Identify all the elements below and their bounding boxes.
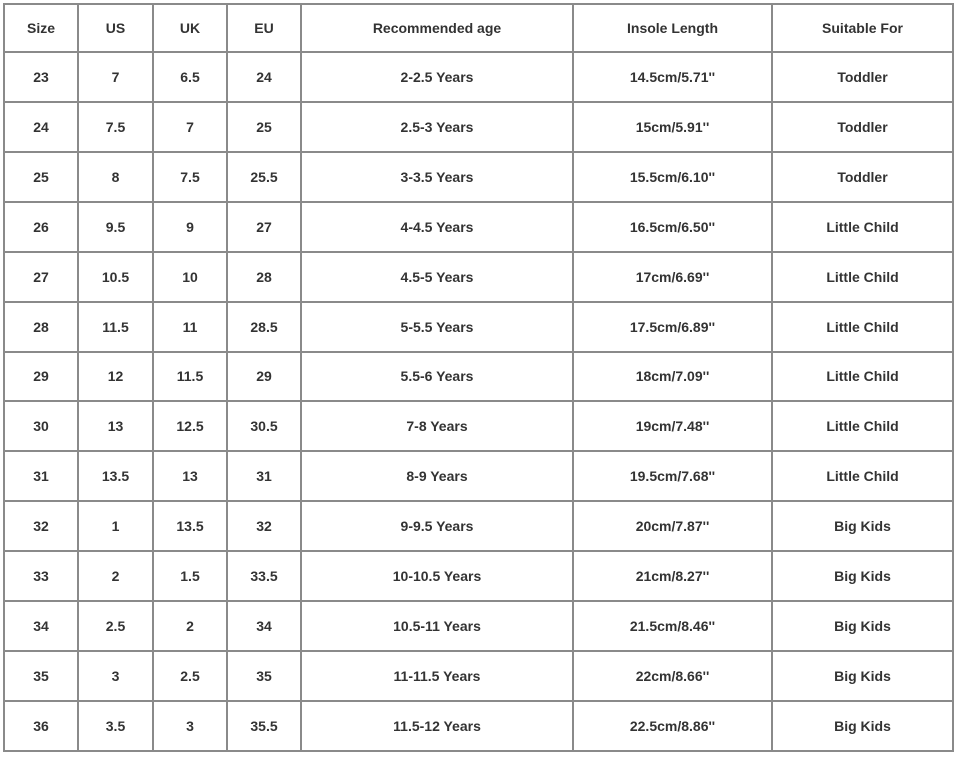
cell-uk: 7 — [153, 102, 227, 152]
cell-eu: 32 — [227, 501, 301, 551]
cell-recommended-age: 4.5-5 Years — [301, 252, 573, 302]
table-row — [4, 701, 953, 751]
cell-eu: 31 — [227, 451, 301, 501]
cell-size: 25 — [4, 152, 78, 202]
column-header-insole-length: Insole Length — [573, 4, 772, 52]
cell-suitable-for: Little Child — [772, 352, 953, 402]
cell-size: 27 — [4, 252, 78, 302]
cell-us: 13 — [78, 401, 153, 451]
table-row — [4, 52, 953, 102]
cell-us: 7.5 — [78, 102, 153, 152]
cell-uk: 9 — [153, 202, 227, 252]
cell-eu: 35 — [227, 651, 301, 701]
column-header-size: Size — [4, 4, 78, 52]
cell-eu: 29 — [227, 352, 301, 402]
cell-insole-length: 14.5cm/5.71'' — [573, 52, 772, 102]
cell-us: 13.5 — [78, 451, 153, 501]
cell-eu: 28 — [227, 252, 301, 302]
cell-recommended-age: 2.5-3 Years — [301, 102, 573, 152]
cell-us: 8 — [78, 152, 153, 202]
cell-recommended-age: 5-5.5 Years — [301, 302, 573, 352]
cell-recommended-age: 9-9.5 Years — [301, 501, 573, 551]
cell-us: 3 — [78, 651, 153, 701]
cell-uk: 2.5 — [153, 651, 227, 701]
cell-uk: 3 — [153, 701, 227, 751]
cell-eu: 33.5 — [227, 551, 301, 601]
cell-suitable-for: Big Kids — [772, 551, 953, 601]
cell-uk: 10 — [153, 252, 227, 302]
cell-recommended-age: 8-9 Years — [301, 451, 573, 501]
cell-eu: 30.5 — [227, 401, 301, 451]
table-body — [4, 52, 953, 751]
cell-size: 30 — [4, 401, 78, 451]
cell-suitable-for: Big Kids — [772, 501, 953, 551]
table-row — [4, 501, 953, 551]
cell-insole-length: 19cm/7.48'' — [573, 401, 772, 451]
cell-insole-length: 22cm/8.66'' — [573, 651, 772, 701]
cell-eu: 35.5 — [227, 701, 301, 751]
cell-insole-length: 19.5cm/7.68'' — [573, 451, 772, 501]
cell-insole-length: 20cm/7.87'' — [573, 501, 772, 551]
cell-uk: 6.5 — [153, 52, 227, 102]
table-row — [4, 202, 953, 252]
cell-size: 29 — [4, 352, 78, 402]
cell-insole-length: 17cm/6.69'' — [573, 252, 772, 302]
cell-insole-length: 18cm/7.09'' — [573, 352, 772, 402]
cell-insole-length: 15cm/5.91'' — [573, 102, 772, 152]
cell-suitable-for: Little Child — [772, 252, 953, 302]
table-header — [4, 4, 953, 52]
cell-suitable-for: Big Kids — [772, 601, 953, 651]
cell-us: 1 — [78, 501, 153, 551]
cell-us: 10.5 — [78, 252, 153, 302]
cell-recommended-age: 5.5-6 Years — [301, 352, 573, 402]
column-header-us: US — [78, 4, 153, 52]
cell-suitable-for: Toddler — [772, 102, 953, 152]
cell-recommended-age: 3-3.5 Years — [301, 152, 573, 202]
cell-insole-length: 16.5cm/6.50'' — [573, 202, 772, 252]
cell-recommended-age: 11.5-12 Years — [301, 701, 573, 751]
cell-uk: 1.5 — [153, 551, 227, 601]
cell-size: 24 — [4, 102, 78, 152]
header-row — [4, 4, 953, 52]
cell-uk: 12.5 — [153, 401, 227, 451]
cell-size: 28 — [4, 302, 78, 352]
cell-size: 35 — [4, 651, 78, 701]
cell-us: 9.5 — [78, 202, 153, 252]
cell-recommended-age: 10-10.5 Years — [301, 551, 573, 601]
table-row — [4, 401, 953, 451]
table-row — [4, 352, 953, 402]
cell-suitable-for: Big Kids — [772, 701, 953, 751]
cell-size: 34 — [4, 601, 78, 651]
cell-recommended-age: 2-2.5 Years — [301, 52, 573, 102]
cell-eu: 27 — [227, 202, 301, 252]
column-header-recommended-age: Recommended age — [301, 4, 573, 52]
cell-eu: 24 — [227, 52, 301, 102]
table-row — [4, 302, 953, 352]
table-row — [4, 252, 953, 302]
cell-us: 12 — [78, 352, 153, 402]
cell-recommended-age: 10.5-11 Years — [301, 601, 573, 651]
cell-us: 7 — [78, 52, 153, 102]
cell-size: 33 — [4, 551, 78, 601]
cell-insole-length: 15.5cm/6.10'' — [573, 152, 772, 202]
cell-uk: 7.5 — [153, 152, 227, 202]
table-row — [4, 551, 953, 601]
cell-eu: 34 — [227, 601, 301, 651]
cell-us: 2.5 — [78, 601, 153, 651]
cell-uk: 11 — [153, 302, 227, 352]
cell-size: 31 — [4, 451, 78, 501]
cell-insole-length: 21.5cm/8.46'' — [573, 601, 772, 651]
cell-suitable-for: Little Child — [772, 302, 953, 352]
cell-suitable-for: Little Child — [772, 202, 953, 252]
cell-size: 36 — [4, 701, 78, 751]
table-row — [4, 102, 953, 152]
cell-insole-length: 22.5cm/8.86'' — [573, 701, 772, 751]
cell-eu: 25 — [227, 102, 301, 152]
cell-size: 26 — [4, 202, 78, 252]
cell-recommended-age: 11-11.5 Years — [301, 651, 573, 701]
column-header-suitable-for: Suitable For — [772, 4, 953, 52]
cell-uk: 13 — [153, 451, 227, 501]
cell-suitable-for: Toddler — [772, 152, 953, 202]
cell-eu: 28.5 — [227, 302, 301, 352]
table-row — [4, 651, 953, 701]
cell-suitable-for: Little Child — [772, 451, 953, 501]
cell-insole-length: 17.5cm/6.89'' — [573, 302, 772, 352]
cell-insole-length: 21cm/8.27'' — [573, 551, 772, 601]
cell-suitable-for: Toddler — [772, 52, 953, 102]
table-row — [4, 451, 953, 501]
cell-suitable-for: Little Child — [772, 401, 953, 451]
cell-us: 2 — [78, 551, 153, 601]
cell-size: 32 — [4, 501, 78, 551]
cell-size: 23 — [4, 52, 78, 102]
column-header-eu: EU — [227, 4, 301, 52]
cell-eu: 25.5 — [227, 152, 301, 202]
cell-us: 11.5 — [78, 302, 153, 352]
table-row — [4, 601, 953, 651]
cell-uk: 2 — [153, 601, 227, 651]
table-row — [4, 152, 953, 202]
cell-recommended-age: 4-4.5 Years — [301, 202, 573, 252]
size-chart-table — [3, 3, 954, 752]
cell-uk: 11.5 — [153, 352, 227, 402]
column-header-uk: UK — [153, 4, 227, 52]
cell-uk: 13.5 — [153, 501, 227, 551]
cell-suitable-for: Big Kids — [772, 651, 953, 701]
cell-us: 3.5 — [78, 701, 153, 751]
cell-recommended-age: 7-8 Years — [301, 401, 573, 451]
